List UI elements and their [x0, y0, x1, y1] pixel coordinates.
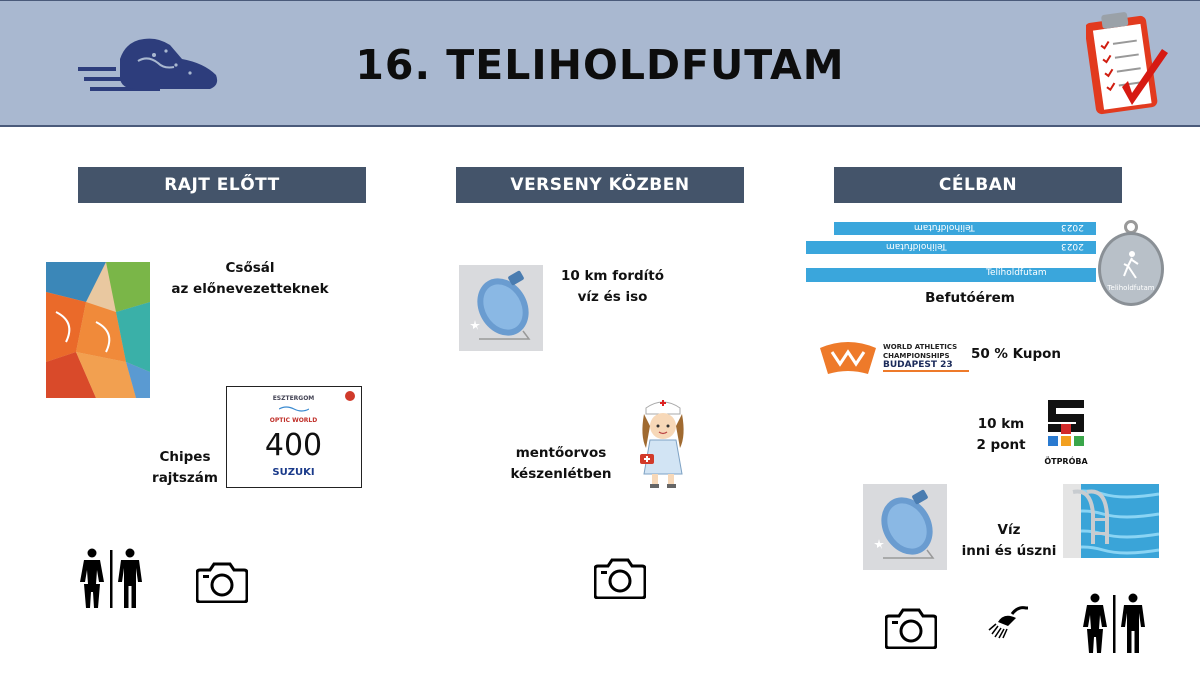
scarf-label-line2: az előnevezetteknek	[171, 281, 329, 297]
camera-icon	[594, 557, 646, 599]
otproba-line1: 10 km	[977, 416, 1025, 432]
column-header-before-start: RAJT ELŐTT	[78, 167, 366, 203]
water-station-label	[540, 266, 685, 308]
scarf-label-line1: Csősál	[225, 260, 275, 276]
medic-label-line1: mentőorvos	[515, 445, 607, 461]
restroom-icon	[80, 548, 142, 610]
finisher-medal	[1098, 220, 1164, 308]
water-swim-label	[954, 520, 1064, 562]
bib-brand: ESZTERGOM	[272, 395, 315, 402]
ribbon-1-year: 2023	[1061, 222, 1084, 232]
bib-sponsor-2: SUZUKI	[272, 467, 315, 478]
clipboard-checklist-icon	[1086, 9, 1170, 117]
water-station-line2: víz és iso	[577, 289, 648, 305]
bib-label-line2: rajtszám	[152, 470, 218, 486]
medal-ribbon-3	[806, 268, 1096, 282]
water-swim-line2: inni és úszni	[961, 543, 1057, 559]
otproba-logo-text: ÖTPRÓBA	[1044, 457, 1088, 466]
finisher-medal-label: Befutóérem	[925, 290, 1015, 306]
restroom-icon	[1083, 593, 1145, 655]
wa-logo-text	[883, 343, 969, 372]
medic-label-line2: készenlétben	[510, 466, 612, 482]
water-swim-line1: Víz	[997, 522, 1021, 538]
water-station-line1: 10 km fordító	[560, 268, 665, 284]
bib-corner-badge	[345, 391, 355, 401]
ribbon-2-text: Teliholdfutam	[886, 241, 947, 251]
camera-icon	[196, 561, 248, 603]
bib-wave-icon	[279, 405, 309, 413]
ribbon-3-text: Teliholdfutam	[986, 268, 1047, 278]
medal-ribbon-2	[806, 241, 1096, 254]
medic-label	[500, 443, 622, 485]
race-bib-image	[226, 386, 362, 488]
page-title: 16. TELIHOLDFUTAM	[355, 41, 845, 89]
column-header-finish: CÉLBAN	[834, 167, 1122, 203]
wa-line1: WORLD ATHLETICS	[883, 343, 958, 351]
ribbon-2-year: 2023	[1061, 241, 1084, 251]
bib-label	[140, 447, 230, 489]
ribbon-1-text: Teliholdfutam	[914, 222, 975, 232]
wa-line2: CHAMPIONSHIPS	[883, 352, 950, 360]
otproba-label	[965, 414, 1037, 456]
scarf-photo	[46, 262, 150, 398]
water-jug-photo-finish	[863, 484, 947, 570]
header-bar	[0, 0, 1200, 127]
medal-text: Teliholdfutam	[1107, 284, 1155, 292]
medic-nurse-icon	[636, 396, 690, 490]
coupon-label: 50 % Kupon	[970, 346, 1062, 362]
shower-icon	[988, 604, 1030, 640]
bib-label-line1: Chipes	[159, 449, 211, 465]
water-jug-photo	[459, 265, 543, 351]
bib-sponsor: OPTIC WORLD	[269, 417, 318, 424]
column-header-during-race: VERSENY KÖZBEN	[456, 167, 744, 203]
wa-line3: BUDAPEST 23	[883, 361, 969, 372]
bib-number: 400	[264, 428, 323, 463]
wa-championships-logo	[818, 338, 878, 376]
otproba-line2: 2 pont	[976, 437, 1026, 453]
medal-runner-icon	[1120, 250, 1142, 280]
medal-ribbon-1	[834, 222, 1096, 235]
scarf-label	[150, 258, 350, 300]
swimming-pool-photo	[1063, 484, 1159, 558]
otproba-logo-icon	[1044, 400, 1088, 454]
camera-icon	[885, 607, 937, 649]
